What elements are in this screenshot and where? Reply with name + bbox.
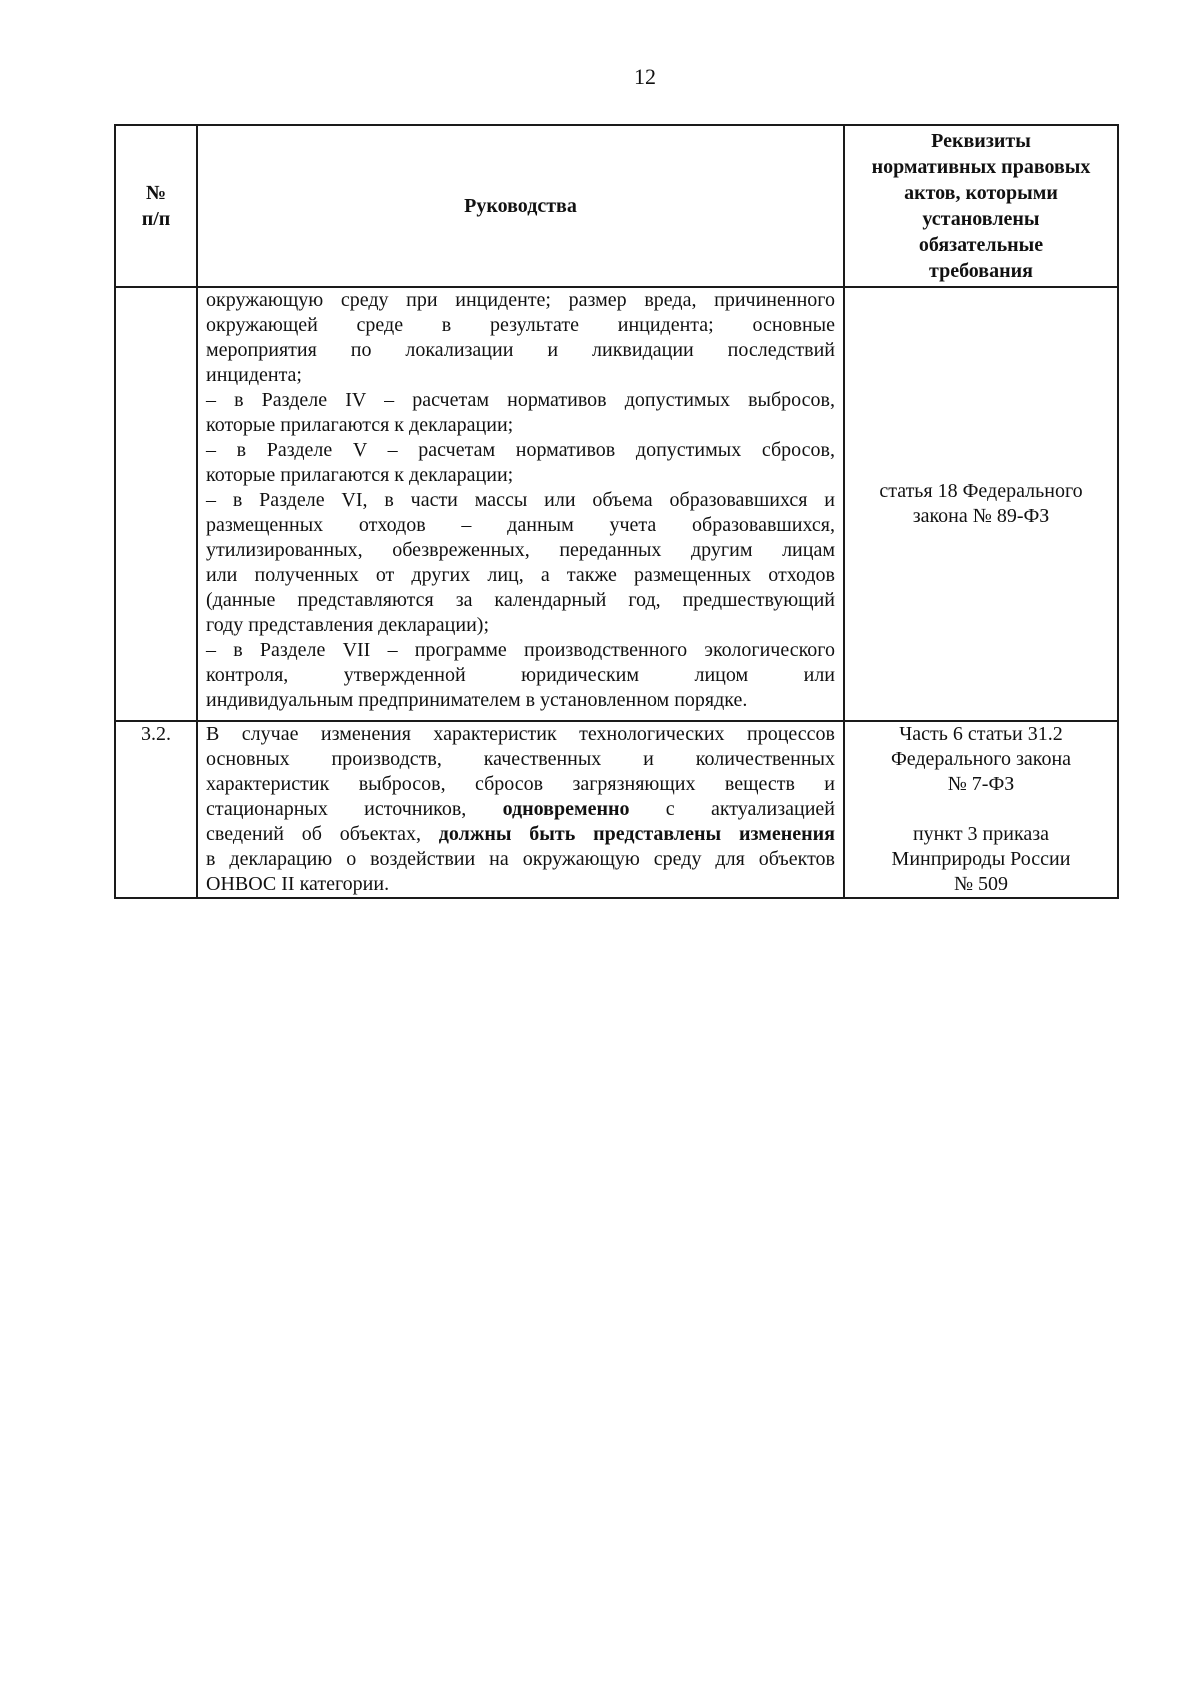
guide-line: (данные представляются за календарный год, предшествующий bbox=[206, 589, 835, 611]
guide-line: контроля, утвержденной юридическим лицом или bbox=[206, 664, 835, 686]
requisites-line: Федерального закона bbox=[890, 748, 1072, 770]
row-num bbox=[115, 287, 197, 721]
guide-line: – в Разделе V – расчетам нормативов допустимых сбросов, bbox=[206, 439, 835, 461]
requisites-line: статья 18 Федерального bbox=[879, 480, 1083, 502]
page-number: 12 bbox=[634, 64, 656, 89]
header-requisites-line: требования bbox=[929, 260, 1033, 282]
guide-line: утилизированных, обезвреженных, переданных другим лицам bbox=[206, 539, 835, 561]
header-num-line: № bbox=[145, 182, 167, 204]
guide-line: в декларацию о воздействии на окружающую среду для объектов bbox=[206, 848, 835, 870]
guide-text: стационарных источников, bbox=[206, 798, 503, 820]
table-header-row bbox=[115, 125, 1118, 287]
row-num: 3.2. bbox=[115, 721, 197, 898]
requisites-line: пункт 3 приказа bbox=[912, 823, 1050, 845]
requisites-line: № 7-ФЗ bbox=[947, 773, 1015, 795]
table-row bbox=[115, 287, 1118, 721]
guide-text: с актуализацией bbox=[629, 798, 836, 820]
row-requisites bbox=[844, 287, 1118, 721]
guide-line: которые прилагаются к декларации; bbox=[206, 414, 514, 436]
header-requisites-line: Реквизиты bbox=[931, 130, 1031, 152]
requisites-line: закона № 89-ФЗ bbox=[912, 505, 1050, 527]
guide-line: размещенных отходов – данным учета образовавшихся, bbox=[206, 514, 835, 536]
guide-line: которые прилагаются к декларации; bbox=[206, 464, 514, 486]
table-row bbox=[115, 721, 1118, 898]
requirements-table bbox=[114, 124, 1119, 899]
header-requisites bbox=[844, 125, 1118, 287]
header-num bbox=[115, 125, 197, 287]
header-num-line: п/п bbox=[141, 208, 171, 230]
guide-line bbox=[206, 822, 835, 847]
row-guide bbox=[197, 287, 844, 721]
guide-line: – в Разделе IV – расчетам нормативов допустимых выбросов, bbox=[206, 389, 835, 411]
guide-line: или полученных от других лиц, а также размещенных отходов bbox=[206, 564, 835, 586]
guide-emphasis: должны быть представлены изменения bbox=[438, 823, 835, 845]
requisites-line: № 509 bbox=[953, 873, 1009, 895]
guide-line: В случае изменения характеристик технологических процессов bbox=[206, 723, 835, 745]
guide-line: – в Разделе VII – программе производственного экологического bbox=[206, 639, 835, 661]
guide-line: ОНВОС II категории. bbox=[206, 873, 390, 895]
row-guide bbox=[197, 721, 844, 898]
header-guide: Руководства bbox=[197, 125, 844, 287]
guide-line: окружающую среду при инциденте; размер вреда, причиненного bbox=[206, 289, 835, 311]
guide-line: окружающей среде в результате инцидента; основные bbox=[206, 314, 835, 336]
guide-text: сведений об объектах, bbox=[206, 823, 439, 845]
guide-line: – в Разделе VI, в части массы или объема образовавшихся и bbox=[206, 489, 835, 511]
guide-line: инцидента; bbox=[206, 364, 302, 386]
guide-emphasis: одновременно bbox=[502, 798, 630, 820]
requisites-line: Минприроды России bbox=[891, 848, 1071, 870]
header-requisites-line: нормативных правовых bbox=[871, 156, 1091, 178]
requisites-line: Часть 6 статьи 31.2 bbox=[899, 723, 1063, 745]
header-requisites-line: актов, которыми bbox=[904, 182, 1058, 204]
guide-line: мероприятия по локализации и ликвидации последствий bbox=[206, 339, 835, 361]
guide-line: индивидуальным предпринимателем в установленном порядке. bbox=[206, 689, 748, 711]
header-requisites-line: установлены bbox=[922, 208, 1040, 230]
row-requisites bbox=[844, 721, 1118, 898]
guide-line bbox=[206, 797, 835, 822]
guide-line: основных производств, качественных и количественных bbox=[206, 748, 835, 770]
header-requisites-line: обязательные bbox=[918, 234, 1044, 256]
requisites-spacer bbox=[853, 797, 1109, 822]
guide-line: характеристик выбросов, сбросов загрязняющих веществ и bbox=[206, 773, 835, 795]
guide-line: году представления декларации); bbox=[206, 614, 490, 636]
